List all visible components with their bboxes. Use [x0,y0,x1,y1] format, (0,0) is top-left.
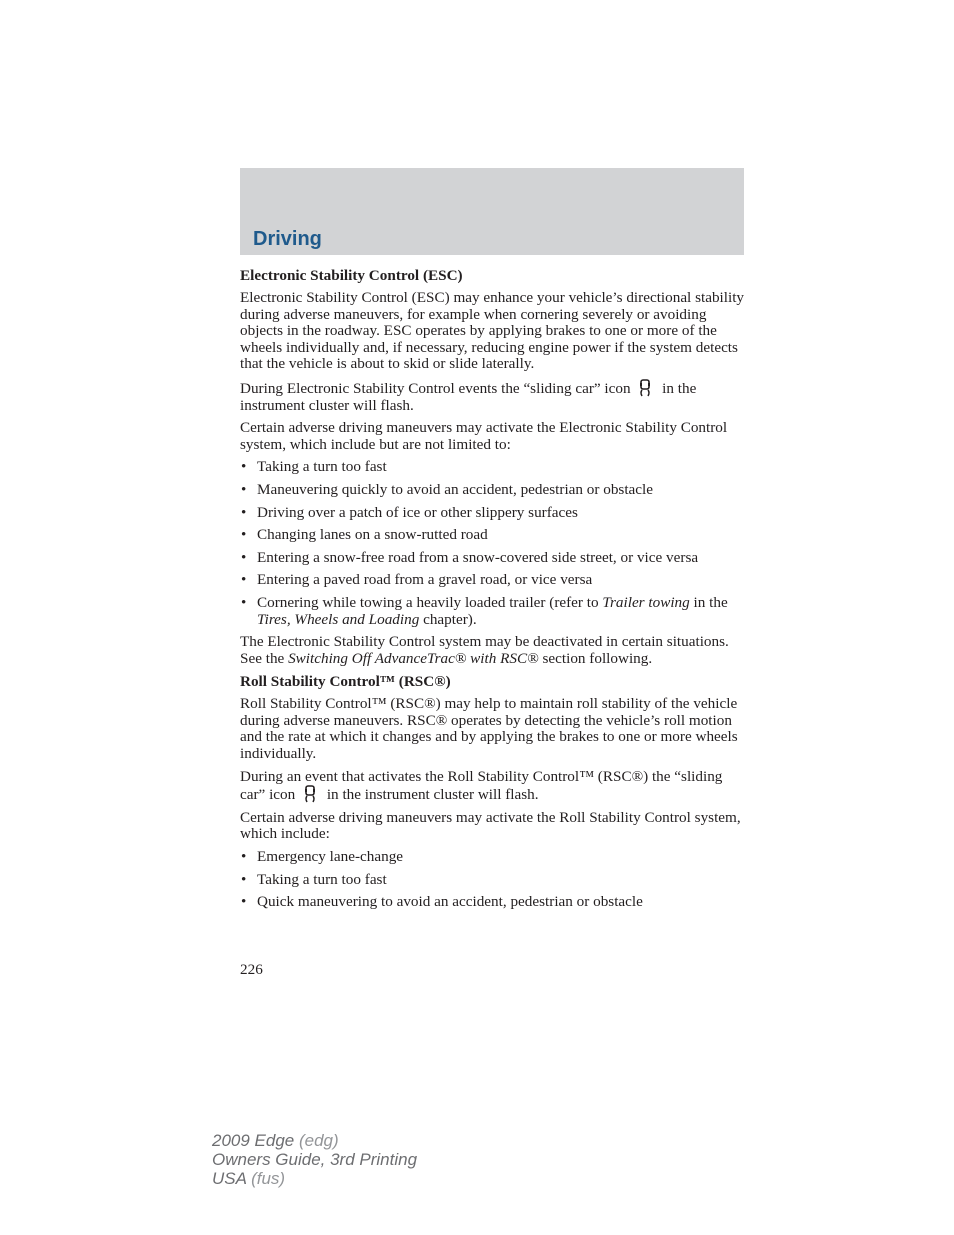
switching-off-reference: Switching Off AdvanceTrac® with RSC® [288,649,539,667]
esc-bullet-list [240,459,744,628]
list-item: • Changing lanes on a snow-rutted road [240,527,744,544]
esc-p2-before: During Electronic Stability Control events the “sliding car” icon [240,379,631,397]
list-item: • Quick maneuvering to avoid an accident, pedestrian or obstacle [240,894,744,911]
document-footer [212,1131,417,1188]
chapter-title: Driving [253,228,322,250]
list-item: • Maneuvering quickly to avoid an accident, pedestrian or obstacle [240,482,744,499]
list-item: • Driving over a patch of ice or other slippery surfaces [240,505,744,522]
esc-p2-after: in the instrument cluster will flash. [240,379,697,414]
esc-heading: Electronic Stability Control (ESC) [240,267,463,284]
footer-market-code: (fus) [251,1169,286,1188]
list-item: • Entering a snow-free road from a snow-covered side street, or vice versa [240,550,744,567]
footer-model-code: (edg) [298,1131,339,1150]
bullet7-text-c: chapter). [419,610,477,628]
chapter-header-band [240,168,744,255]
rsc-heading: Roll Stability Control™ (RSC®) [240,673,451,691]
esc-paragraph-3: Certain adverse driving maneuvers may activate the Electronic Stability Control system, which include but are not limited to: [240,419,728,453]
list-item: • Taking a turn too fast [240,459,744,476]
page-content [240,267,744,917]
list-item: • Entering a paved road from a gravel road, or vice versa [240,572,744,589]
esc-paragraph-4 [240,634,744,667]
rsc-paragraph-3: Certain adverse driving maneuvers may activate the Roll Stability Control system, which include: [240,808,741,843]
rsc-p2-before: During an event that activates the Roll Stability Control™ (RSC®) the “sliding car” icon [240,767,723,804]
list-item: • Emergency lane-change [240,849,744,866]
footer-line-2: Owners Guide, 3rd Printing [212,1150,418,1169]
rsc-paragraph-1: Roll Stability Control™ (RSC®) may help to maintain roll stability of the vehicle during adverse maneuvers. RSC® operates by detecting the vehicle’s roll motion and the rate at which it changes and by applying the brakes to one or more wheels individually. [240,695,738,763]
esc-p4-b: section following. [538,649,653,667]
tires-chapter-reference: Tires, Wheels and Loading [257,610,420,628]
trailer-towing-reference: Trailer towing [602,593,690,611]
rsc-p2-after: in the instrument cluster will flash. [326,786,539,804]
esc-paragraph-1: Electronic Stability Control (ESC) may enhance your vehicle’s directional stability during adverse maneuvers, for example when cornering severely or avoiding objects in the roadway. ESC operates by applying brakes to one or more of the wheels individually and, if necessary, reducing engine power if the system detects that the vehicle is about to skid or slide laterally. [240,289,745,373]
esc-paragraph-2 [240,379,744,414]
page-number: 226 [240,961,263,978]
footer-line-1 [212,1131,417,1150]
bullet7-text-b: in the [689,593,728,611]
rsc-paragraph-2 [240,769,744,804]
bullet7-text-a: Cornering while towing a heavily loaded trailer (refer to [257,593,603,611]
sliding-car-icon [638,379,652,397]
list-item [240,595,744,628]
footer-model: 2009 Edge [212,1131,295,1150]
list-item: • Taking a turn too fast [240,872,744,889]
rsc-bullet-list [240,849,744,911]
footer-line-3 [212,1169,417,1188]
esc-p4-a: The Electronic Stability Control system may be deactivated in certain situations. See the [240,633,729,667]
sliding-car-icon [303,785,317,803]
footer-market: USA [212,1169,247,1188]
